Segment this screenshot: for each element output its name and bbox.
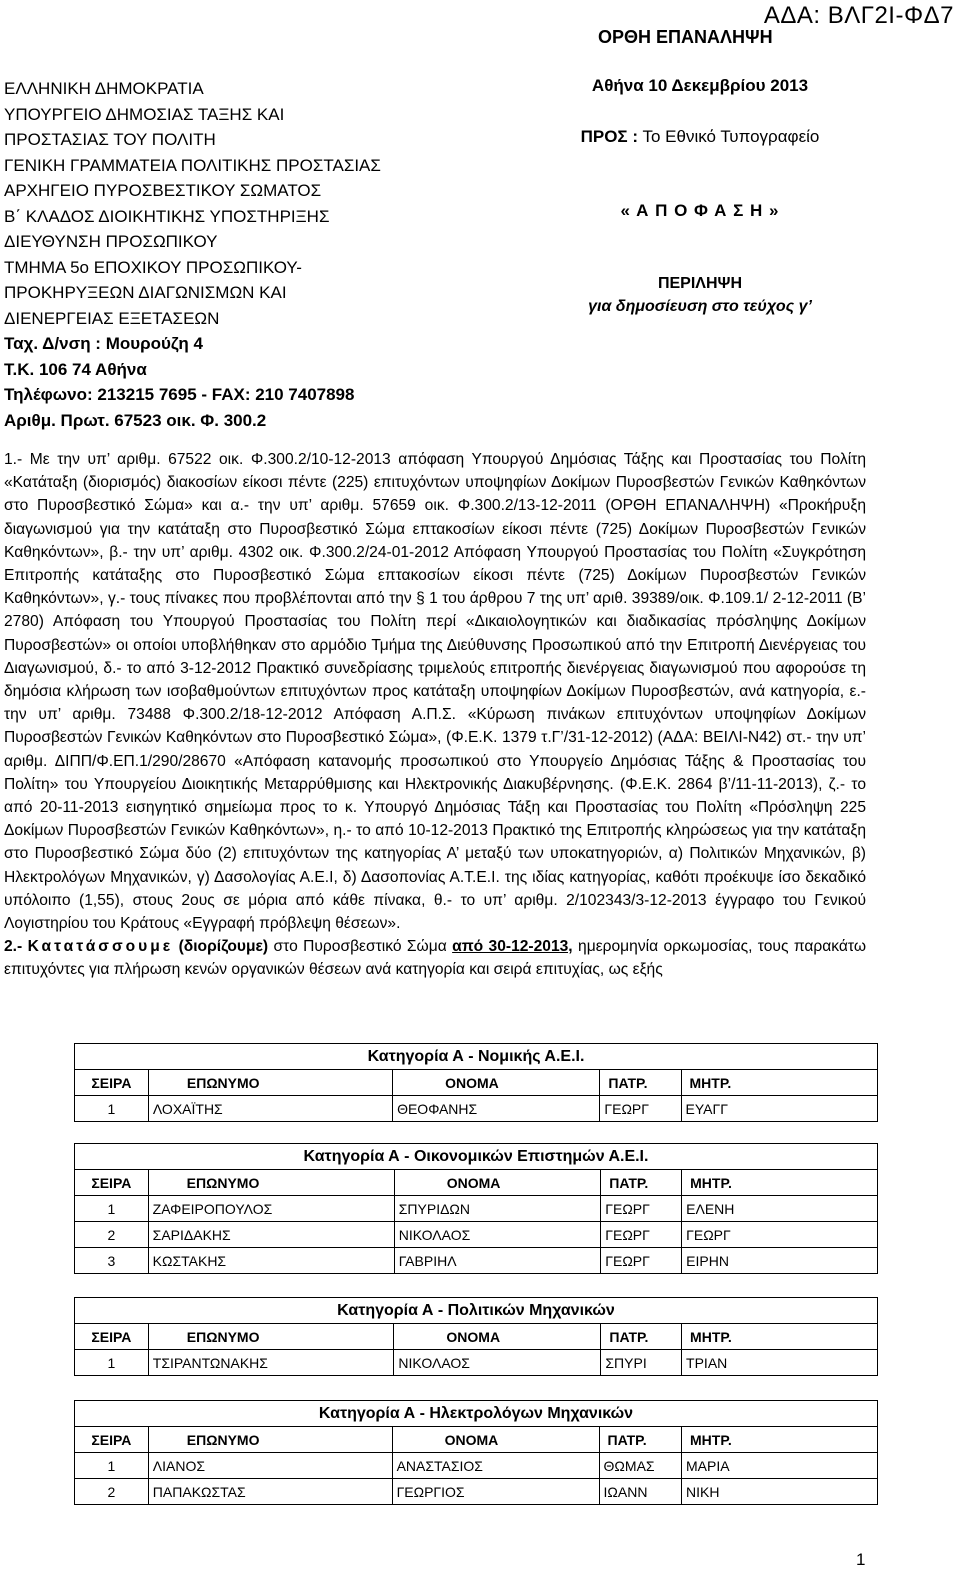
col-header-onoma: ΟΝΟΜΑ xyxy=(394,1324,601,1350)
col-header-patr: ΠΑΤΡ. xyxy=(601,1170,682,1196)
decision-body xyxy=(4,448,866,982)
col-header-mitr: ΜΗΤΡ. xyxy=(682,1170,878,1196)
cell-eponymo: ΛΙΑΝΟΣ xyxy=(148,1453,392,1479)
cell-patr: ΣΠΥΡΙ xyxy=(601,1350,682,1376)
cell-patr: ΙΩΑΝΝ xyxy=(599,1479,681,1505)
ada-label: ΑΔΑ: ΒΛΓ2Ι-ΦΔ7 xyxy=(763,2,954,29)
summary-title: ΠΕΡΙΛΗΨΗ xyxy=(657,275,743,292)
cell-onoma: ΓΕΩΡΓΙΟΣ xyxy=(392,1479,599,1505)
cell-onoma: ΝΙΚΟΛΑΟΣ xyxy=(394,1350,601,1376)
cell-patr: ΓΕΩΡΓ xyxy=(601,1248,682,1274)
paragraph-2-rest: ημερομηνία ορκωμοσίας, τους παρακάτω επιτυχόντες για πλήρωση κενών οργανικών θέσεων ανά κατηγορία και σειρά επιτυχίας, ως εξής xyxy=(4,938,867,979)
recipient-label: ΠΡΟΣ : xyxy=(580,127,639,146)
cell-mitr: ΕΛΕΝΗ xyxy=(682,1196,878,1222)
table-row xyxy=(75,1350,878,1376)
cell-onoma: ΘΕΟΦΑΝΗΣ xyxy=(393,1096,600,1122)
table-row xyxy=(75,1222,878,1248)
col-header-onoma: ΟΝΟΜΑ xyxy=(392,1427,599,1453)
cell-eponymo: ΣΑΡΙΔΑΚΗΣ xyxy=(148,1222,394,1248)
header-line: Β΄ ΚΛΑΔΟΣ ΔΙΟΙΚΗΤΙΚΗΣ ΥΠΟΣΤΗΡΙΞΗΣ xyxy=(4,206,330,226)
postal-line: Τ.Κ. 106 74 Αθήνα xyxy=(4,359,147,379)
col-header-eponymo: ΕΠΩΝΥΜΟ xyxy=(148,1170,394,1196)
issuer-header xyxy=(4,76,564,433)
paragraph-1: 1.- Με την υπ’ αριθμ. 67522 οικ. Φ.300.2/10-12-2013 απόφαση Υπουργού Δημόσιας Τάξης και Προστασίας του Πολίτη «Κατάταξη (διορισμός) διακοσίων είκοσι πέντε (225) επιτυχόντων υποψηφίων Δοκίμων Πυροσβεστών Γενικών Καθηκόντων στο Πυροσβεστικό Σώμα» και α.- την υπ’ αριθμ. 57659 οικ. Φ.300.2/13-12-2011 (ΟΡΘΗ ΕΠΑΝΑΛΗΨΗ) «Προκήρυξη διαγωνισμού για την κατάταξη στο Πυροσβεστικό Σώμα επτακοσίων είκοσι πέντε (725) Δοκίμων Πυροσβεστών Γενικών Καθηκόντων», β.- την υπ’ αριθμ. 4302 οικ. Φ.300.2/24-01-2012 Απόφαση Υπουργού Προστασίας του Πολίτη «Συγκρότηση Επιτροπής κατάταξης στο Πυροσβεστικό Σώμα επτακοσίων είκοσι πέντε (725) Δοκίμων Πυροσβεστών Γενικών Καθηκόντων», γ.- τους πίνακες που προβλέπονται από την § 1 του άρθρου 7 της υπ’ αριθ. 39389/οικ. Φ.109.1/ 2-12-2011 (Β’ 2780) Απόφαση του Υπουργού Προστασίας του Πολίτη περί «Δικαιολογητικών και διαδικασίας πρόσληψης Δοκίμων Πυροσβεστών» οι οποίοι υποβλήθηκαν στο αρμόδιο Τμήμα της Διεύθυνσης Προσωπικού από την Επιτροπή Διενέργειας του Διαγωνισμού, δ.- το από 3-12-2012 Πρακτικό συνεδρίασης τριμελούς επιτροπής διενέργειας διαγωνισμού που αφορούσε τη δημόσια κλήρωση των ισοβαθμούντων επιτυχόντων προς κατάταξη υποψηφίων Δοκίμων Πυροσβεστών, ανά κατηγορία, ε.- την υπ’ αριθμ. 73488 Φ.300.2/18-12-2012 Απόφαση Α.Π.Σ. «Κύρωση πινάκων επιτυχόντων υποψηφίων Δοκίμων Πυροσβεστών Γενικών Καθηκόντων στο Πυροσβεστικό Σώμα», (Φ.Ε.Κ. 1379 τ.Γ’/31-12-2012) (ΑΔΑ: ΒΕΙΛΙ-Ν42) στ.- την υπ’ αριθμ. ΔΙΠΠ/Φ.ΕΠ.1/290/28670 «Απόφαση κατανομής προσωπικού στο Υπουργείο Δημόσιας Τάξης & Προστασίας του Πολίτη» του Υπουργείου Διοικητικής Μεταρρύθμισης και Ηλεκτρονικής Διακυβέρνησης. (Φ.Ε.Κ. 2864 β’/11-11-2013), ζ.- το από 20-11-2013 εισηγητικό σημείωμα προς το κ. Υπουργό Δημόσιας Τάξη και Προστασίας του Πολίτη «Πρόσληψη 225 Δοκίμων Πυροσβεστών Γενικών Καθηκόντων», η.- το από 10-12-2013 Πρακτικό της Επιτροπής κληρώσεως για την κατάταξη στο Πυροσβεστικό Σώμα δύο (2) επιτυχόντων της κατηγορίας Α’ μεταξύ των υποκατηγοριών, α) Πολιτικών Μηχανικών, β) Ηλεκτρολόγων Μηχανικών, γ) Δασολογίας Α.Ε.Ι, δ) Δασοπονίας Α.Τ.Ε.Ι. της ιδίας κατηγορίας, καθότι προέκυψε ίσο δεκαδικό υπόλοιπο (1,55), στους 2ους σε μόρια από κάθε πίνακα, θ.- το υπ’ αριθμ. 2/102343/3-12-2013 έγγραφο του Γενικού Λογιστηρίου του Κράτους «Εγγραφή πρόβλεψη θέσεων». xyxy=(4,451,866,933)
category-title: Κατηγορία Α - Πολιτικών Μηχανικών xyxy=(75,1298,878,1324)
orthi-epanalipsi-label: ΟΡΘΗ ΕΠΑΝΑΛΗΨΗ xyxy=(598,27,773,47)
paragraph-2 xyxy=(4,935,866,981)
cell-eponymo: ΛΟΧΑΪΤΗΣ xyxy=(148,1096,392,1122)
protocol-line: Αριθμ. Πρωτ. 67523 οικ. Φ. 300.2 xyxy=(4,410,267,430)
document-date: Αθήνα 10 Δεκεμβρίου 2013 xyxy=(591,76,809,95)
category-table-economics xyxy=(74,1143,878,1274)
recipient-line xyxy=(566,127,834,147)
category-table-electrical-engineers xyxy=(74,1400,878,1505)
col-header-eponymo: ΕΠΩΝΥΜΟ xyxy=(148,1324,394,1350)
cell-seira: 1 xyxy=(75,1453,149,1479)
category-title: Κατηγορία Α - Ηλεκτρολόγων Μηχανικών xyxy=(75,1401,878,1427)
col-header-eponymo: ΕΠΩΝΥΜΟ xyxy=(148,1427,392,1453)
cell-eponymo: ΠΑΠΑΚΩΣΤΑΣ xyxy=(148,1479,392,1505)
header-line: ΕΛΛΗΝΙΚΗ ΔΗΜΟΚΡΑΤΙΑ xyxy=(4,79,204,98)
table-row xyxy=(75,1453,878,1479)
phone-line: Τηλέφωνο: 213215 7695 - FAX: 210 7407898 xyxy=(4,385,355,404)
cell-onoma: ΝΙΚΟΛΑΟΣ xyxy=(394,1222,601,1248)
decision-title: « Α Π Ο Φ Α Σ Η » xyxy=(620,201,780,220)
col-header-seira: ΣΕΙΡΑ xyxy=(75,1324,149,1350)
header-line: ΥΠΟΥΡΓΕΙΟ ΔΗΜΟΣΙΑΣ ΤΑΞΗΣ ΚΑΙ xyxy=(4,104,285,124)
recipient-value: Το Εθνικό Τυπογραφείο xyxy=(642,127,820,146)
cell-eponymo: ΖΑΦΕΙΡΟΠΟΥΛΟΣ xyxy=(148,1196,394,1222)
paragraph-2-mid: στο Πυροσβεστικό Σώμα xyxy=(273,938,447,956)
col-header-onoma: ΟΝΟΜΑ xyxy=(393,1070,600,1096)
paragraph-2-date: από 30-12-2013, xyxy=(452,938,573,956)
cell-seira: 2 xyxy=(75,1479,149,1505)
header-line: ΠΡΟΣΤΑΣΙΑΣ ΤΟΥ ΠΟΛΙΤΗ xyxy=(4,130,216,149)
cell-mitr: ΝΙΚΗ xyxy=(682,1479,878,1505)
cell-mitr: ΕΙΡΗΝ xyxy=(682,1248,878,1274)
table-row xyxy=(75,1096,878,1122)
paragraph-2-number: 2.- xyxy=(4,938,23,956)
cell-onoma: ΓΑΒΡΙΗΛ xyxy=(394,1248,601,1274)
col-header-mitr: ΜΗΤΡ. xyxy=(681,1070,877,1096)
cell-patr: ΓΕΩΡΓ xyxy=(601,1196,682,1222)
cell-onoma: ΣΠΥΡΙΔΩΝ xyxy=(394,1196,601,1222)
col-header-seira: ΣΕΙΡΑ xyxy=(75,1170,149,1196)
header-line: ΔΙΕΥΘΥΝΣΗ ΠΡΟΣΩΠΙΚΟΥ xyxy=(4,232,218,251)
category-title: Κατηγορία Α - Νομικής Α.Ε.Ι. xyxy=(75,1044,878,1070)
col-header-seira: ΣΕΙΡΑ xyxy=(75,1427,149,1453)
header-line: ΤΜΗΜΑ 5ο ΕΠΟΧΙΚΟΥ ΠΡΟΣΩΠΙΚΟΥ- xyxy=(4,257,302,277)
header-line: ΠΡΟΚΗΡΥΞΕΩΝ ΔΙΑΓΩΝΙΣΜΩΝ ΚΑΙ xyxy=(4,283,287,302)
cell-patr: ΘΩΜΑΣ xyxy=(599,1453,681,1479)
cell-patr: ΓΕΩΡΓ xyxy=(600,1096,681,1122)
cell-seira: 1 xyxy=(75,1350,149,1376)
col-header-patr: ΠΑΤΡ. xyxy=(599,1427,681,1453)
col-header-eponymo: ΕΠΩΝΥΜΟ xyxy=(148,1070,392,1096)
col-header-mitr: ΜΗΤΡ. xyxy=(682,1427,878,1453)
paragraph-2-verb-alt: (διορίζουμε) xyxy=(178,938,269,956)
cell-seira: 2 xyxy=(75,1222,149,1248)
col-header-mitr: ΜΗΤΡ. xyxy=(682,1324,878,1350)
header-line: ΑΡΧΗΓΕΙΟ ΠΥΡΟΣΒΕΣΤΙΚΟΥ ΣΩΜΑΤΟΣ xyxy=(4,181,322,200)
cell-seira: 1 xyxy=(75,1196,149,1222)
category-title: Κατηγορία Α - Οικονομικών Επιστημών Α.Ε.Ι. xyxy=(75,1144,878,1170)
cell-onoma: ΑΝΑΣΤΑΣΙΟΣ xyxy=(392,1453,599,1479)
header-line: ΔΙΕΝΕΡΓΕΙΑΣ ΕΞΕΤΑΣΕΩΝ xyxy=(4,308,220,328)
table-row xyxy=(75,1479,878,1505)
cell-seira: 1 xyxy=(75,1096,149,1122)
table-row xyxy=(75,1248,878,1274)
cell-mitr: ΕΥΑΓΓ xyxy=(681,1096,877,1122)
publication-note: για δημοσίευση στο τεύχος γ’ xyxy=(588,298,812,315)
cell-eponymo: ΤΣΙΡΑΝΤΩΝΑΚΗΣ xyxy=(148,1350,394,1376)
category-table-law xyxy=(74,1043,878,1122)
cell-mitr: ΤΡΙΑΝ xyxy=(682,1350,878,1376)
cell-seira: 3 xyxy=(75,1248,149,1274)
header-line: ΓΕΝΙΚΗ ΓΡΑΜΜΑΤΕΙΑ ΠΟΛΙΤΙΚΗΣ ΠΡΟΣΤΑΣΙΑΣ xyxy=(4,155,381,175)
table-row xyxy=(75,1196,878,1222)
cell-mitr: ΜΑΡΙΑ xyxy=(682,1453,878,1479)
cell-patr: ΓΕΩΡΓ xyxy=(601,1222,682,1248)
page-number: 1 xyxy=(856,1550,866,1569)
cell-eponymo: ΚΩΣΤΑΚΗΣ xyxy=(148,1248,394,1274)
category-table-civil-engineers xyxy=(74,1297,878,1376)
col-header-patr: ΠΑΤΡ. xyxy=(601,1324,682,1350)
col-header-seira: ΣΕΙΡΑ xyxy=(75,1070,149,1096)
cell-mitr: ΓΕΩΡΓ xyxy=(682,1222,878,1248)
col-header-onoma: ΟΝΟΜΑ xyxy=(394,1170,601,1196)
paragraph-2-verb: Κατατάσσουμε xyxy=(27,938,174,956)
col-header-patr: ΠΑΤΡ. xyxy=(600,1070,681,1096)
address-line: Ταχ. Δ/νση : Μουρούζη 4 xyxy=(4,334,203,353)
